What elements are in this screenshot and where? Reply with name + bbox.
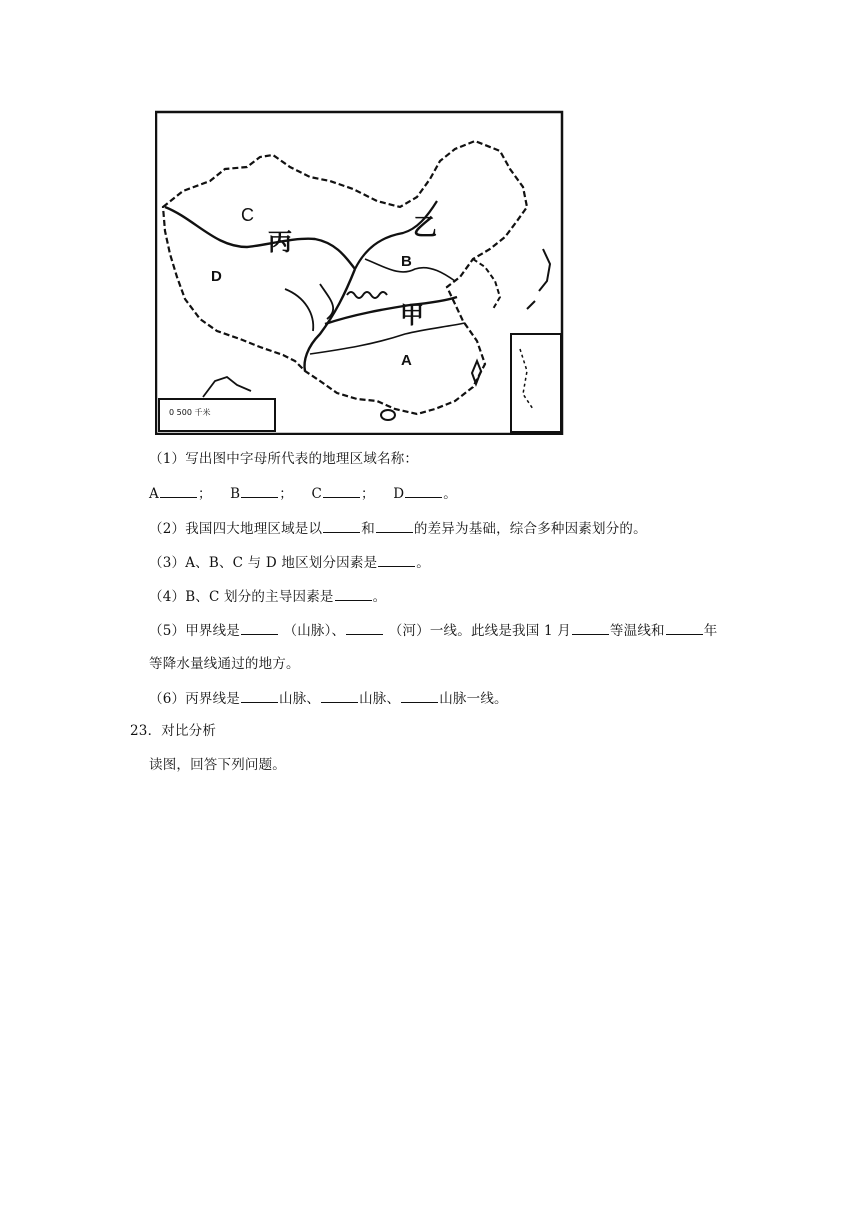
blank-q6-1[interactable]: [241, 689, 278, 703]
river-yangtze: [310, 323, 465, 354]
hainan-island: [381, 410, 395, 420]
boundary-jia: [325, 297, 457, 324]
question-3: （3）A、B、C 与 D 地区划分因素是 。: [149, 555, 430, 571]
boundary-c-d: [165, 207, 355, 269]
south-sea-inset: [511, 334, 561, 432]
question-2: （2）我国四大地理区域是以 和 的差异为基础，综合多种因素划分的。: [149, 521, 647, 537]
question-5-line-1: （5）甲界线是 （山脉）、 （河）一线。此线是我国 1 月 等温线和 年: [149, 623, 718, 639]
blank-a[interactable]: [160, 484, 197, 498]
label-a: A: [401, 352, 412, 369]
blank-q2-2[interactable]: [376, 519, 413, 533]
label-jia: 甲: [400, 301, 424, 329]
label-d: D: [211, 268, 222, 285]
blank-q2-1[interactable]: [323, 519, 360, 533]
blank-q5-precip[interactable]: [666, 621, 703, 635]
blank-q5-mountain[interactable]: [241, 621, 278, 635]
blank-q4[interactable]: [335, 587, 372, 601]
label-b: B: [401, 253, 412, 270]
blank-b[interactable]: [241, 484, 278, 498]
scale-text: 0 500 千米: [169, 408, 211, 417]
question-23-title: 23．对比分析: [130, 723, 217, 739]
question-23-instruction: 读图，回答下列问题。: [149, 757, 286, 773]
label-yi: 乙: [413, 213, 437, 241]
question-1-blanks: A ； B ； C ； D 。: [149, 486, 457, 502]
blank-q3[interactable]: [378, 553, 415, 567]
q1-text: （1）写出图中字母所代表的地理区域名称：: [149, 451, 419, 467]
question-4: （4）B、C 划分的主导因素是 。: [149, 589, 387, 605]
question-6: （6）丙界线是 山脉、 山脉、 山脉一线。: [149, 691, 508, 707]
label-bing: 丙: [268, 228, 292, 256]
korea-outline: [473, 259, 500, 309]
great-wall-mark: [347, 292, 387, 298]
label-c: C: [241, 205, 254, 225]
china-regions-map: [155, 109, 565, 435]
question-5-line-2: 等降水量线通过的地方。: [149, 656, 300, 672]
question-1-prompt: [149, 450, 418, 468]
blank-q6-2[interactable]: [321, 689, 358, 703]
japan-islands: [527, 249, 550, 309]
blank-q6-3[interactable]: [401, 689, 438, 703]
blank-c[interactable]: [323, 484, 360, 498]
taiwan-island: [472, 361, 481, 384]
blank-q5-temp[interactable]: [572, 621, 609, 635]
blank-d[interactable]: [405, 484, 442, 498]
blank-q5-river[interactable]: [346, 621, 383, 635]
